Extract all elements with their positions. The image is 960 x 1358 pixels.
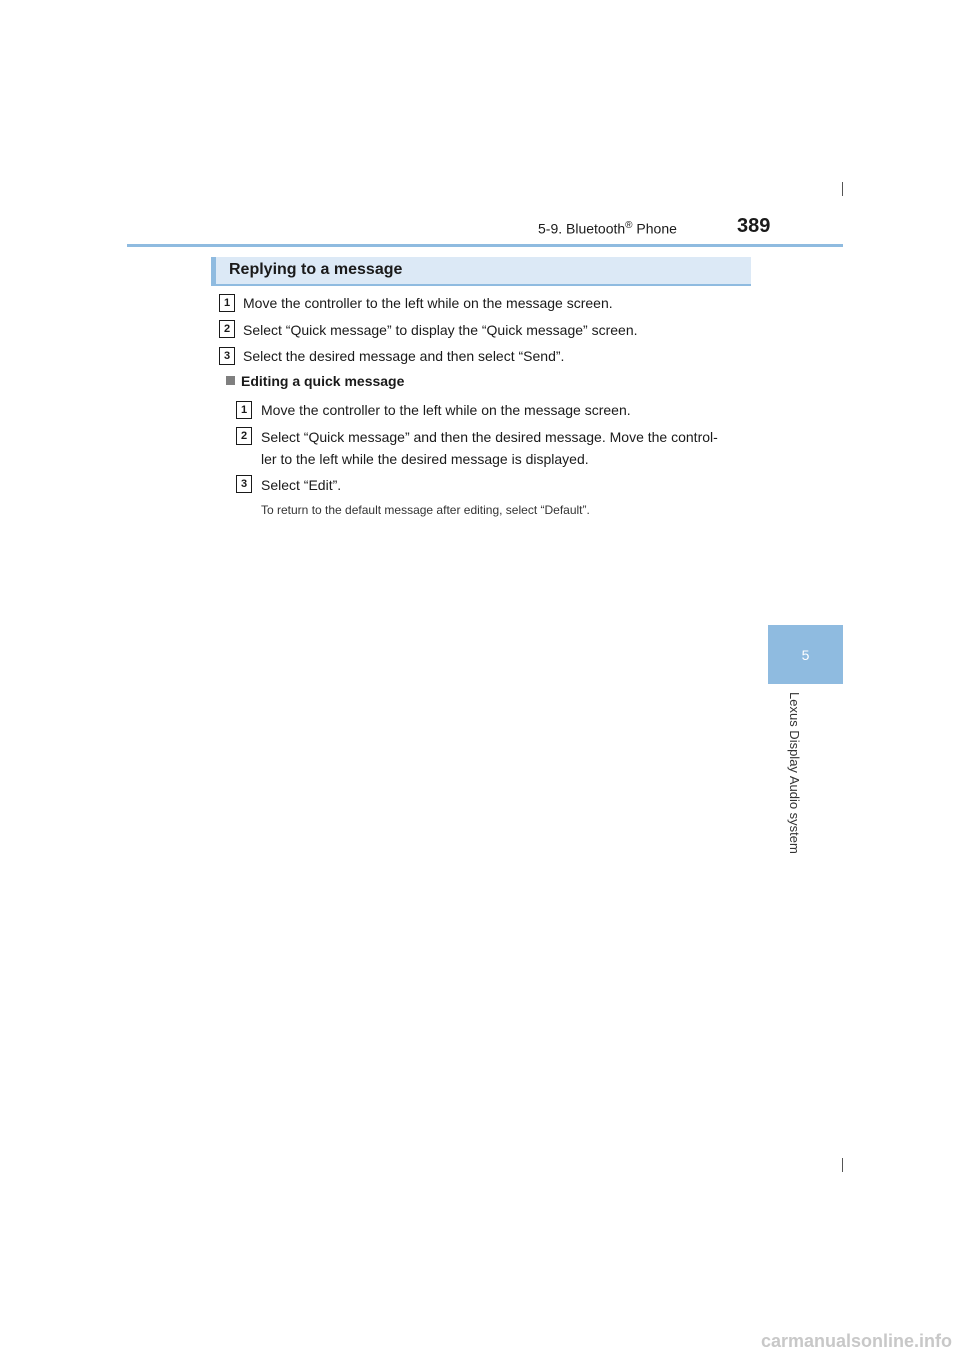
section-title: Replying to a message	[229, 261, 403, 278]
note-text: To return to the default message after editing, select “Default”.	[261, 503, 590, 517]
page-number: 389	[737, 215, 771, 237]
step-number-1: 1	[219, 294, 235, 312]
step-text-2: Select “Quick message” to display the “Quick message” screen.	[243, 322, 638, 338]
section-heading	[211, 257, 751, 286]
subsection-title: Editing a quick message	[241, 373, 405, 389]
header-rule	[127, 244, 843, 247]
substep-number-3: 3	[236, 475, 252, 493]
crop-mark-bottom	[842, 1158, 843, 1172]
substep-number-2: 2	[236, 427, 252, 445]
step-number-2: 2	[219, 320, 235, 338]
subsection-heading	[226, 373, 404, 389]
chapter-side-title: Lexus Display Audio system	[787, 692, 802, 854]
step-text-1: Move the controller to the left while on the message screen.	[243, 295, 613, 311]
square-bullet-icon	[226, 376, 235, 385]
chapter-tab: 5	[768, 625, 843, 684]
substep-text-2-cont: ler to the left while the desired message is displayed.	[261, 451, 589, 467]
substep-text-3: Select “Edit”.	[261, 477, 342, 493]
substep-number-1: 1	[236, 401, 252, 419]
running-head: 5-9. Bluetooth® Phone	[538, 220, 677, 237]
substep-text-1: Move the controller to the left while on the message screen.	[261, 402, 631, 418]
substep-text-2: Select “Quick message” and then the desired message. Move the control-	[261, 429, 718, 445]
step-number-3: 3	[219, 347, 235, 365]
step-text-3: Select the desired message and then select “Send”.	[243, 348, 565, 364]
watermark: carmanualsonline.info	[760, 1331, 952, 1351]
crop-mark-top	[842, 182, 843, 196]
